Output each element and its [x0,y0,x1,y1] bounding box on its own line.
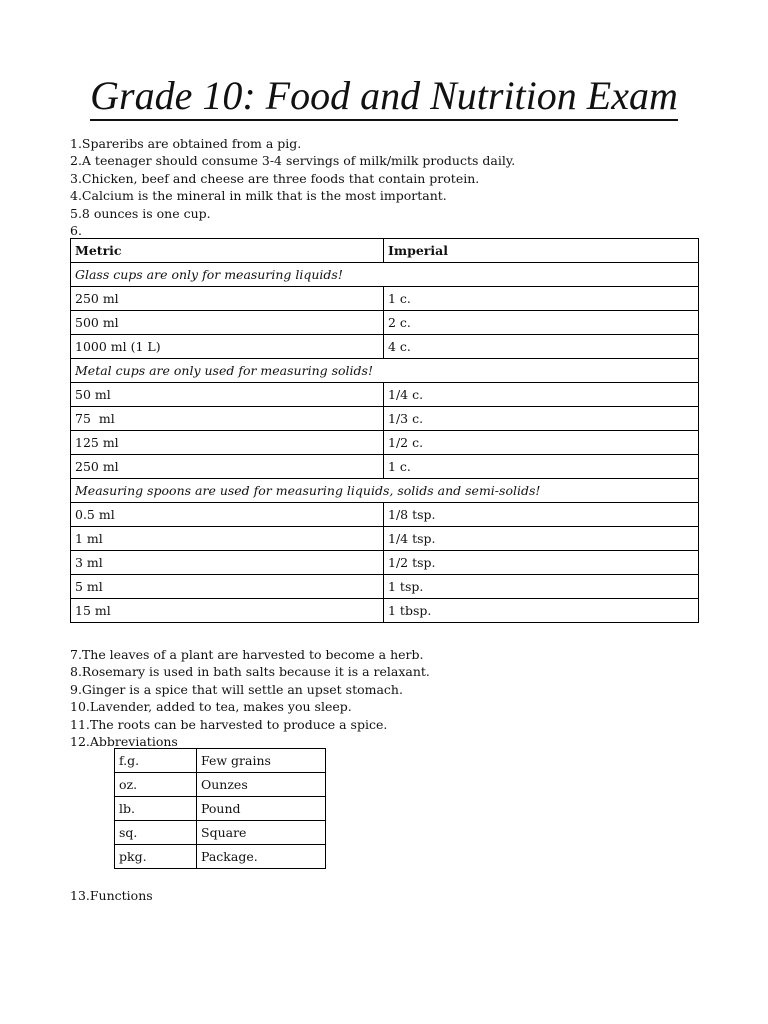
table-row [71,455,699,479]
metric-cell: 75 ml [71,407,384,431]
meaning-cell: Pound [197,797,326,821]
answer-line: 1.Spareribs are obtained from a pig. [70,136,302,151]
table-row [71,527,699,551]
abbreviation-cell: pkg. [115,845,197,869]
metric-cell: 15 ml [71,599,384,623]
meaning-cell: Few grains [197,749,326,773]
abbreviation-cell: f.g. [115,749,197,773]
note-measuring-spoons: Measuring spoons are used for measuring liquids, solids and semi-solids! [71,479,699,503]
metric-cell: 3 ml [71,551,384,575]
table-row [115,845,326,869]
answer-line: 2.A teenager should consume 3-4 servings of milk/milk products daily. [70,153,516,169]
measurement-table [70,238,699,623]
metric-cell: 5 ml [71,575,384,599]
table-row [115,749,326,773]
metric-cell: 125 ml [71,431,384,455]
functions-heading: 13.Functions [70,888,153,903]
imperial-cell: 1 c. [384,287,699,311]
answer-line: 6. [70,223,82,239]
imperial-cell: 1 c. [384,455,699,479]
table-row [71,431,699,455]
header-imperial: Imperial [384,239,699,263]
imperial-cell: 1/2 c. [384,431,699,455]
page-title [0,70,768,122]
abbreviation-cell: oz. [115,773,197,797]
table-header-row [71,239,699,263]
imperial-cell: 1 tsp. [384,575,699,599]
title-text: Grade 10: Food and Nutrition Exam [90,73,678,121]
meaning-cell: Square [197,821,326,845]
imperial-cell: 1/4 c. [384,383,699,407]
table-row [71,551,699,575]
answers-top [70,135,710,239]
imperial-cell: 1/3 c. [384,407,699,431]
metric-cell: 50 ml [71,383,384,407]
metric-cell: 1 ml [71,527,384,551]
answer-line: 3.Chicken, beef and cheese are three foods that contain protein. [70,170,480,186]
abbreviation-cell: sq. [115,821,197,845]
imperial-cell: 4 c. [384,335,699,359]
table-row [115,821,326,845]
answer-line: 9.Ginger is a spice that will settle an upset stomach. [70,681,403,697]
table-row [71,335,699,359]
meaning-cell: Package. [197,845,326,869]
imperial-cell: 1/8 tsp. [384,503,699,527]
metric-cell: 250 ml [71,455,384,479]
metric-cell: 1000 ml (1 L) [71,335,384,359]
imperial-cell: 2 c. [384,311,699,335]
table-row [71,287,699,311]
table-row [71,311,699,335]
answer-line: 7.The leaves of a plant are harvested to become a herb. [70,647,424,662]
answer-line: 4.Calcium is the mineral in milk that is the most important. [70,188,447,204]
note-metal-cups: Metal cups are only used for measuring solids! [71,359,699,383]
note-glass-cups: Glass cups are only for measuring liquids! [71,263,699,287]
answer-line: 5.8 ounces is one cup. [70,205,211,221]
metric-cell: 250 ml [71,287,384,311]
header-metric: Metric [71,239,384,263]
answer-line: 12.Abbreviations [70,734,178,750]
table-row [71,503,699,527]
answer-line: 11.The roots can be harvested to produce a spice. [70,716,388,732]
table-row [115,773,326,797]
table-row [115,797,326,821]
abbreviation-cell: lb. [115,797,197,821]
meaning-cell: Ounzes [197,773,326,797]
table-row [71,575,699,599]
table-row [71,599,699,623]
answer-line: 8.Rosemary is used in bath salts because it is a relaxant. [70,664,430,680]
metric-cell: 500 ml [71,311,384,335]
table-row [71,407,699,431]
table-note-row [71,263,699,287]
metric-cell: 0.5 ml [71,503,384,527]
abbreviations-table [114,748,326,869]
table-note-row [71,479,699,503]
table-row [71,383,699,407]
imperial-cell: 1 tbsp. [384,599,699,623]
table-note-row [71,359,699,383]
imperial-cell: 1/4 tsp. [384,527,699,551]
answers-bottom [70,646,710,750]
imperial-cell: 1/2 tsp. [384,551,699,575]
answer-line: 10.Lavender, added to tea, makes you sleep. [70,699,352,715]
